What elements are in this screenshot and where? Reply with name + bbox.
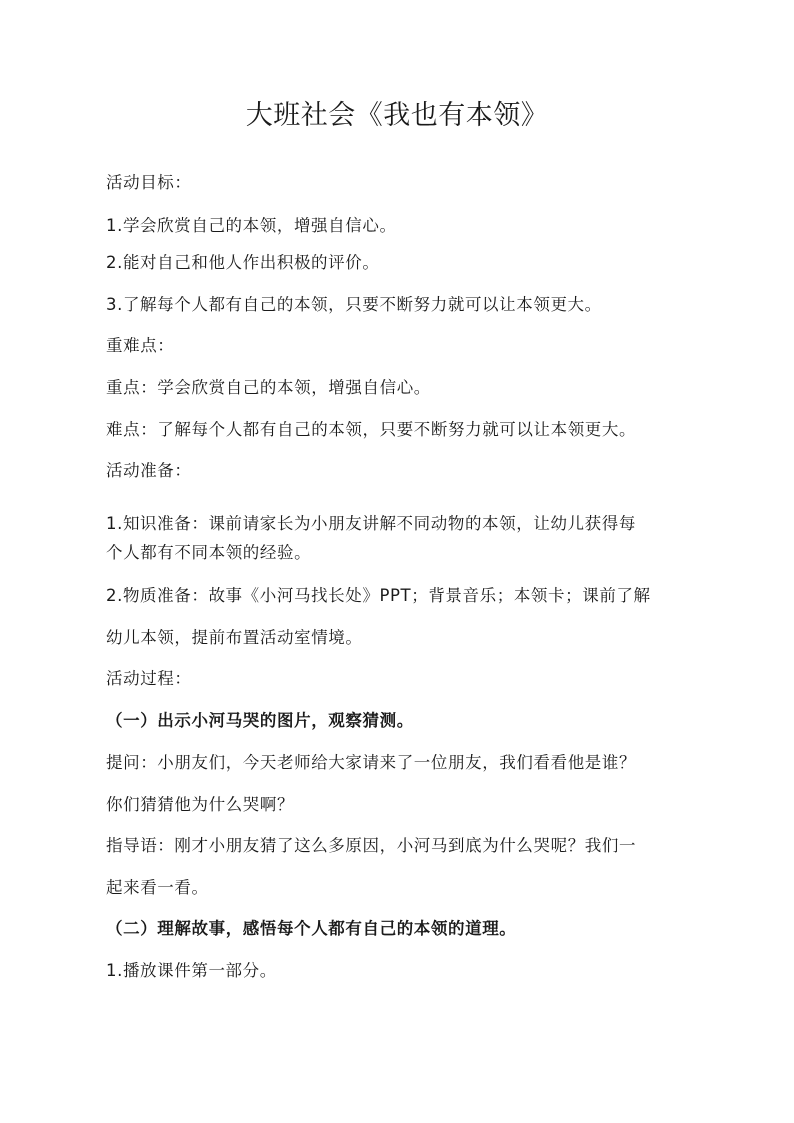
question-line-1: 提问：小朋友们，今天老师给大家请来了一位朋友，我们看看他是谁？ <box>106 753 637 772</box>
prep-material-line-2: 幼儿本领，提前布置活动室情境。 <box>106 628 363 647</box>
key-point: 重点：学会欣赏自己的本领，增强自信心。 <box>106 378 431 397</box>
question-line-2: 你们猜猜他为什么哭啊？ <box>106 795 295 814</box>
difficult-point: 难点：了解每个人都有自己的本领，只要不断努力就可以让本领更大。 <box>106 420 637 439</box>
heading-preparation: 活动准备： <box>106 461 192 480</box>
guidance-line-1: 指导语：刚才小朋友猜了这么多原因，小河马到底为什么哭呢？我们一 <box>106 836 637 855</box>
document-title: 大班社会《我也有本领》 <box>245 100 549 131</box>
heading-activity-goals: 活动目标： <box>106 173 192 192</box>
goal-item-3: 3.了解每个人都有自己的本领，只要不断努力就可以让本领更大。 <box>106 295 602 314</box>
prep-material-line-1: 2.物质准备：故事《小河马找长处》PPT；背景音乐；本领卡；课前了解 <box>106 586 651 605</box>
heading-process: 活动过程： <box>106 669 192 688</box>
process-step-1-heading: （一）出示小河马哭的图片，观察猜测。 <box>106 711 414 730</box>
step-2-item-1: 1.播放课件第一部分。 <box>106 961 277 980</box>
guidance-line-2: 起来看一看。 <box>106 878 209 897</box>
process-step-2-heading: （二）理解故事，感悟每个人都有自己的本领的道理。 <box>106 919 517 938</box>
goal-item-1: 1.学会欣赏自己的本领，增强自信心。 <box>106 216 397 235</box>
goal-item-2: 2.能对自己和他人作出积极的评价。 <box>106 253 380 272</box>
prep-knowledge-line-1: 1.知识准备：课前请家长为小朋友讲解不同动物的本领，让幼儿获得每 <box>106 514 636 533</box>
heading-key-points: 重难点： <box>106 336 175 355</box>
prep-knowledge-line-2: 个人都有不同本领的经验。 <box>106 543 312 562</box>
